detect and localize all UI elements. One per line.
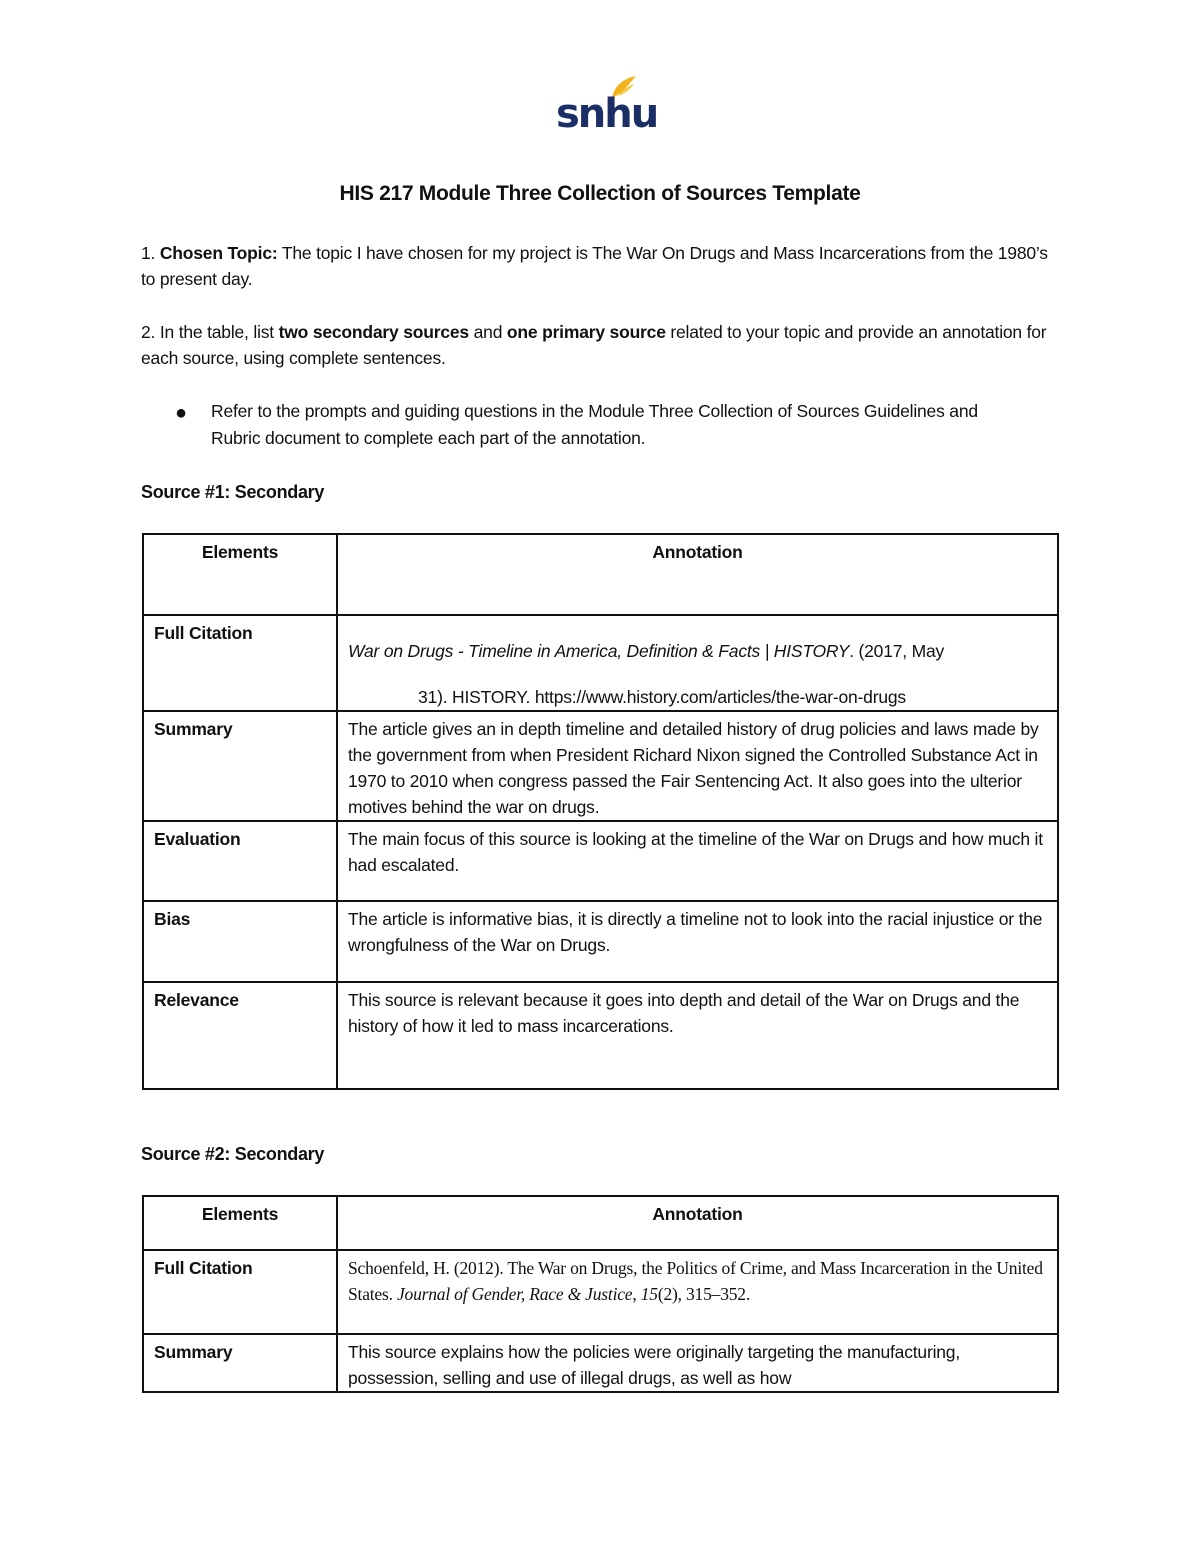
relevance-cell: This source is relevant because it goes into depth and detail of the War on Drugs and the history of how it led to mass incarcerations. [337, 982, 1058, 1089]
page-title: HIS 217 Module Three Collection of Sources Template [339, 182, 861, 205]
item-number: 1. [141, 243, 160, 263]
source-2-heading: Source #2: Secondary [141, 1144, 325, 1164]
table-row [143, 1250, 1058, 1334]
row-label: Full Citation [143, 615, 337, 711]
source-2-table [142, 1195, 1059, 1393]
instructions-bold: one primary source [506, 322, 666, 342]
bullet-icon: ● [175, 402, 188, 424]
instructions-bold: two secondary sources [278, 322, 469, 342]
citation-text: Schoenfeld, H. (2012). The War on Drugs, the Politics of Crime, and Mass Incarceration in the United States. [348, 1258, 1043, 1304]
citation-text: (2), 315–352. [657, 1284, 751, 1304]
row-label: Relevance [143, 982, 337, 1089]
summary-cell: This source explains how the policies were originally targeting the manufacturing, possession, selling and use of illegal drugs, as well as how [337, 1334, 1058, 1392]
elements-header: Elements [143, 534, 337, 615]
citation-volume: 15 [640, 1284, 658, 1304]
full-citation-cell [337, 615, 1058, 711]
citation-url: 31). HISTORY. https://www.history.com/articles/the-war-on-drugs [418, 687, 906, 707]
instructions-text: related to your topic and provide an annotation for each source, using complete sentences. [141, 322, 1047, 368]
table-row [143, 982, 1058, 1089]
citation-journal: Journal of Gender, Race & Justice [396, 1284, 633, 1304]
row-label: Evaluation [143, 821, 337, 901]
table-row [143, 711, 1058, 821]
row-label: Summary [143, 1334, 337, 1392]
row-label: Full Citation [143, 1250, 337, 1334]
snhu-logo [550, 68, 658, 138]
summary-cell: The article gives an in depth timeline and detailed history of drug policies and laws made by the government from when President Richard Nixon signed the Controlled Substance Act in 1970 to 2010 when congress passed the Fair Sentencing Act. It also goes into the ulterior motives behind the war on drugs. [337, 711, 1058, 821]
chosen-topic-label: Chosen Topic: [159, 243, 278, 263]
citation-text: , [632, 1284, 641, 1304]
source-1-heading: Source #1: Secondary [141, 482, 325, 502]
table-header-row [143, 1196, 1058, 1250]
annotation-header: Annotation [337, 534, 1058, 615]
citation-text: . (2017, May [849, 641, 945, 661]
chosen-topic-paragraph [141, 240, 1061, 292]
table-row [143, 615, 1058, 711]
citation-title: War on Drugs - Timeline in America, Definition & Facts | HISTORY [348, 641, 850, 661]
evaluation-cell: The main focus of this source is looking at the timeline of the War on Drugs and how much it had escalated. [337, 821, 1058, 901]
bullet-text: Refer to the prompts and guiding questions in the Module Three Collection of Sources Guidelines and Rubric document to complete each part of the annotation. [211, 401, 978, 448]
row-label: Summary [143, 711, 337, 821]
instructions-text: In the table, list [159, 322, 279, 342]
full-citation-cell [337, 1250, 1058, 1334]
table-row [143, 821, 1058, 901]
table-header-row [143, 534, 1058, 615]
table-row [143, 901, 1058, 982]
elements-header: Elements [143, 1196, 337, 1250]
instructions-text: and [468, 322, 507, 342]
item-number: 2. [141, 322, 160, 342]
annotation-header: Annotation [337, 1196, 1058, 1250]
chosen-topic-text: The topic I have chosen for my project is The War On Drugs and Mass Incarcerations from the 1980’s to present day. [141, 243, 1048, 289]
instructions-paragraph [141, 319, 1061, 371]
bias-cell: The article is informative bias, it is directly a timeline not to look into the racial injustice or the wrongfulness of the War on Drugs. [337, 901, 1058, 982]
source-1-table [142, 533, 1059, 1090]
logo-wordmark: snhu [556, 91, 658, 137]
table-row [143, 1334, 1058, 1392]
row-label: Bias [143, 901, 337, 982]
